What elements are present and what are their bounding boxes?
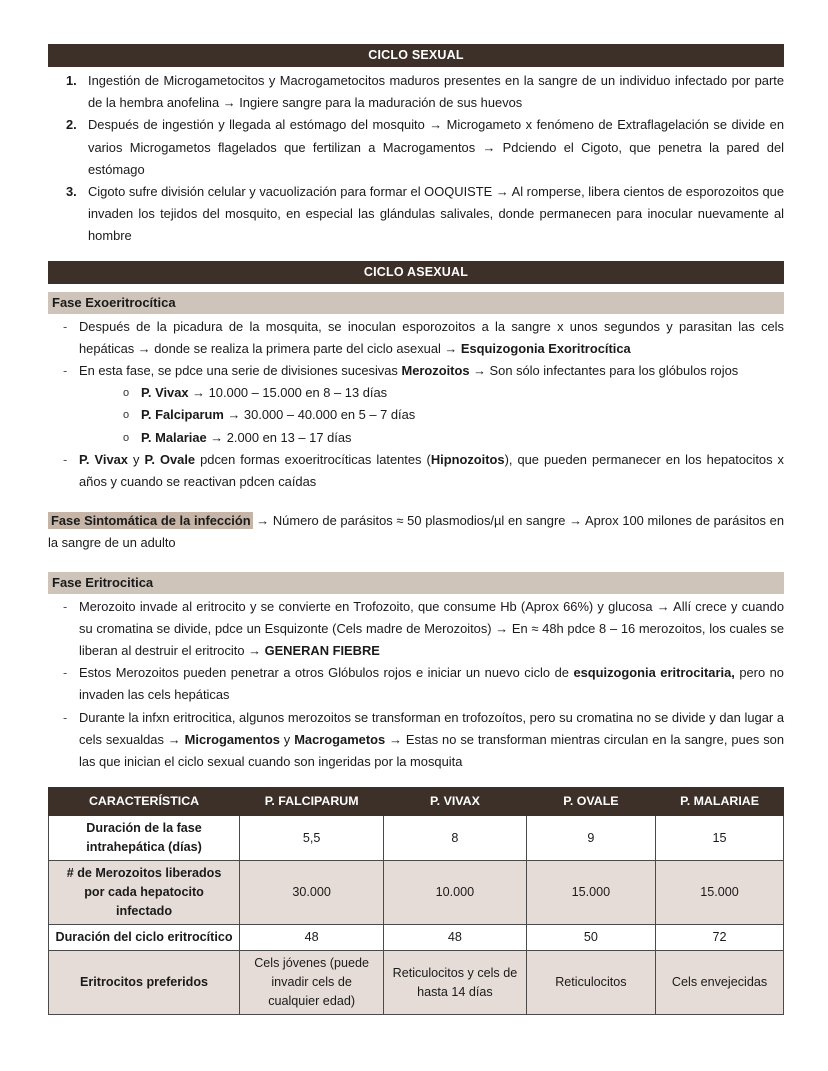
plasmodium-comparison-table <box>48 787 784 1015</box>
fase-eritro-b3-mid: y <box>279 731 295 747</box>
table-cell: 9 <box>526 816 655 861</box>
table-row <box>49 951 784 1015</box>
list-item <box>88 114 784 181</box>
table-header-cell: P. FALCIPARUM <box>240 788 384 816</box>
fase-exo-b2-text-b: → Son sólo infectantes para los glóbulos rojos <box>469 363 739 379</box>
table-cell: 10.000 <box>384 861 527 925</box>
fase-sintomatica-paragraph <box>48 510 784 554</box>
fase-exo-b3-text-b: ), que pueden permanecer en los hepatocitos x años y cuando se reactivan pdcen caídas <box>79 451 785 490</box>
table-header-cell: CARACTERÍSTICA <box>49 788 240 816</box>
fase-eritrocitica-list <box>48 596 784 774</box>
list-item <box>79 596 784 663</box>
list-item <box>79 360 784 449</box>
table-cell: 5,5 <box>240 816 384 861</box>
fase-exo-b1-text: Después de la picadura de la mosquita, se inoculan esporozoitos a la sangre x unos segundos y parasitan las cels hepáticas → donde se realiza la primera parte del ciclo asexual → <box>79 318 784 356</box>
fase-exo-b3-bold2: P. Ovale <box>144 451 196 467</box>
table-header-cell: P. OVALE <box>526 788 655 816</box>
table-header-row <box>49 788 784 816</box>
fase-exo-b2-bold: Merozoitos <box>401 363 470 379</box>
subsection-header-fase-eritrocitica: Fase Eritrocitica <box>48 572 784 594</box>
section-header-ciclo-asexual: CICLO ASEXUAL <box>48 261 784 284</box>
table-cell: 15.000 <box>656 861 784 925</box>
table-cell: 72 <box>656 925 784 951</box>
ciclo-sexual-list <box>48 70 784 248</box>
fase-eritro-b2-text-b: pero no invaden las cels hepáticas <box>79 665 784 703</box>
spacer <box>48 555 784 572</box>
spacer <box>48 284 784 292</box>
table-cell: Cels envejecidas <box>656 951 784 1015</box>
list-item <box>88 70 784 114</box>
fase-exo-b3-bold1: P. Vivax <box>79 451 128 467</box>
fase-eritro-b3-text-b: → Estas no se transforman mientras circulan en la sangre, pues son las que inician el ciclo sexual cuando son ingeridas por la mosquita <box>79 731 785 770</box>
list-item <box>79 316 784 360</box>
fase-eritro-b1-bold: GENERAN FIEBRE <box>264 643 380 659</box>
section-header-ciclo-sexual: CICLO SEXUAL <box>48 44 784 67</box>
table-row <box>49 816 784 861</box>
fase-exoeritrocitica-list <box>48 316 784 494</box>
list-item <box>79 449 784 493</box>
table-cell: 48 <box>240 925 384 951</box>
list-item <box>141 404 784 426</box>
species-name: P. Vivax <box>141 385 189 401</box>
species-detail: → 2.000 en 13 – 17 días <box>206 429 352 445</box>
list-item <box>88 181 784 248</box>
table-cell: 50 <box>526 925 655 951</box>
species-name: P. Malariae <box>141 429 207 445</box>
table-cell: 30.000 <box>240 861 384 925</box>
table-row <box>49 925 784 951</box>
table-cell: 15 <box>656 816 784 861</box>
fase-eritro-b1-text: Merozoito invade al eritrocito y se convierte en Trofozoito, que consume Hb (Aprox 66%) y glucosa → Allí crece y cuando su cromatina se divide, pdce un Esquizonte (Cels madre de Merozoitos) → En ≈ 48h pdce 8 – 16 merozoitos, los cuales se liberan al destruir el eritrocito → <box>79 598 784 659</box>
list-item <box>141 382 784 404</box>
fase-sintomatica-rest: → Número de parásitos ≈ 50 plasmodios/µl en sangre → Aprox 100 milones de parásitos en la sangre de un adulto <box>48 513 785 551</box>
list-item <box>79 662 784 706</box>
table-row-label: # de Merozoitos liberados por cada hepatocito infectado <box>49 861 240 925</box>
fase-exo-b3-bold3: Hipnozoitos <box>430 451 505 467</box>
table-row-label: Duración de la fase intrahepática (días) <box>49 816 240 861</box>
table-cell: 48 <box>384 925 527 951</box>
table-row-label: Eritrocitos preferidos <box>49 951 240 1015</box>
fase-eritro-b3-text-a: Durante la infxn eritrocitica, algunos merozoitos se transforman en trofozoítos, pero su cromatina no se divide y dan lugar a cels sexualdas → <box>79 709 784 747</box>
fase-eritro-b2-bold: esquizogonia eritrocitaria, <box>573 665 735 681</box>
list-item <box>79 707 784 774</box>
fase-eritro-b2-text-a: Estos Merozoitos pueden penetrar a otros Glóbulos rojos e iniciar un nuevo ciclo de <box>79 665 574 681</box>
table-header-cell: P. MALARIAE <box>656 788 784 816</box>
fase-exo-b2-text-a: En esta fase, se pdce una serie de divisiones sucesivas <box>79 363 402 379</box>
fase-exo-b1-bold: Esquizogonia Exoritrocítica <box>460 340 631 356</box>
table-row <box>49 861 784 925</box>
table-cell: 15.000 <box>526 861 655 925</box>
species-detail: → 10.000 – 15.000 en 8 – 13 días <box>188 385 388 401</box>
ciclo-sexual-item-2-text: Después de ingestión y llegada al estómago del mosquito → Microgameto x fenómeno de Extraflagelación se divide en varios Microgametos flagelados que fertilizan a Macrogamentos → Pdciendo el Cigoto, que penetra la pared del estómago <box>88 117 784 177</box>
table-header-cell: P. VIVAX <box>384 788 527 816</box>
spacer <box>48 248 784 261</box>
ciclo-sexual-item-3-text: Cigoto sufre división celular y vacuolización para formar el OOQUISTE → Al romperse, libera cientos de esporozoitos que invaden los tejidos del mosquito, en especial las glándulas salivales, donde permanecen para inocular nuevamente al hombre <box>88 184 784 244</box>
table-row-label: Duración del ciclo eritrocítico <box>49 925 240 951</box>
table-cell: Reticulocitos <box>526 951 655 1015</box>
fase-exo-b3-mid: y <box>127 451 145 467</box>
list-item <box>141 427 784 449</box>
subsection-header-fase-exoeritrocitica: Fase Exoeritrocítica <box>48 292 784 314</box>
fase-eritro-b3-bold2: Macrogametos <box>294 731 386 747</box>
fase-eritro-b3-bold1: Microgamentos <box>184 731 280 747</box>
fase-sintomatica-highlight: Fase Sintomática de la infección <box>48 512 253 529</box>
species-name: P. Falciparum <box>141 407 224 423</box>
ciclo-sexual-item-1-text: Ingestión de Microgametocitos y Macrogametocitos maduros presentes en la sangre de un individuo infectado por parte de la hembra anofelina → Ingiere sangre para la maduración de sus huevos <box>88 73 784 111</box>
table-cell: Cels jóvenes (puede invadir cels de cualquier edad) <box>240 951 384 1015</box>
species-detail: → 30.000 – 40.000 en 5 – 7 días <box>223 407 416 423</box>
spacer <box>48 493 784 510</box>
fase-exo-b3-text-a: pdcen formas exoeritrocíticas latentes ( <box>195 451 431 467</box>
species-sublist <box>79 382 784 449</box>
table-cell: 8 <box>384 816 527 861</box>
table-cell: Reticulocitos y cels de hasta 14 días <box>384 951 527 1015</box>
